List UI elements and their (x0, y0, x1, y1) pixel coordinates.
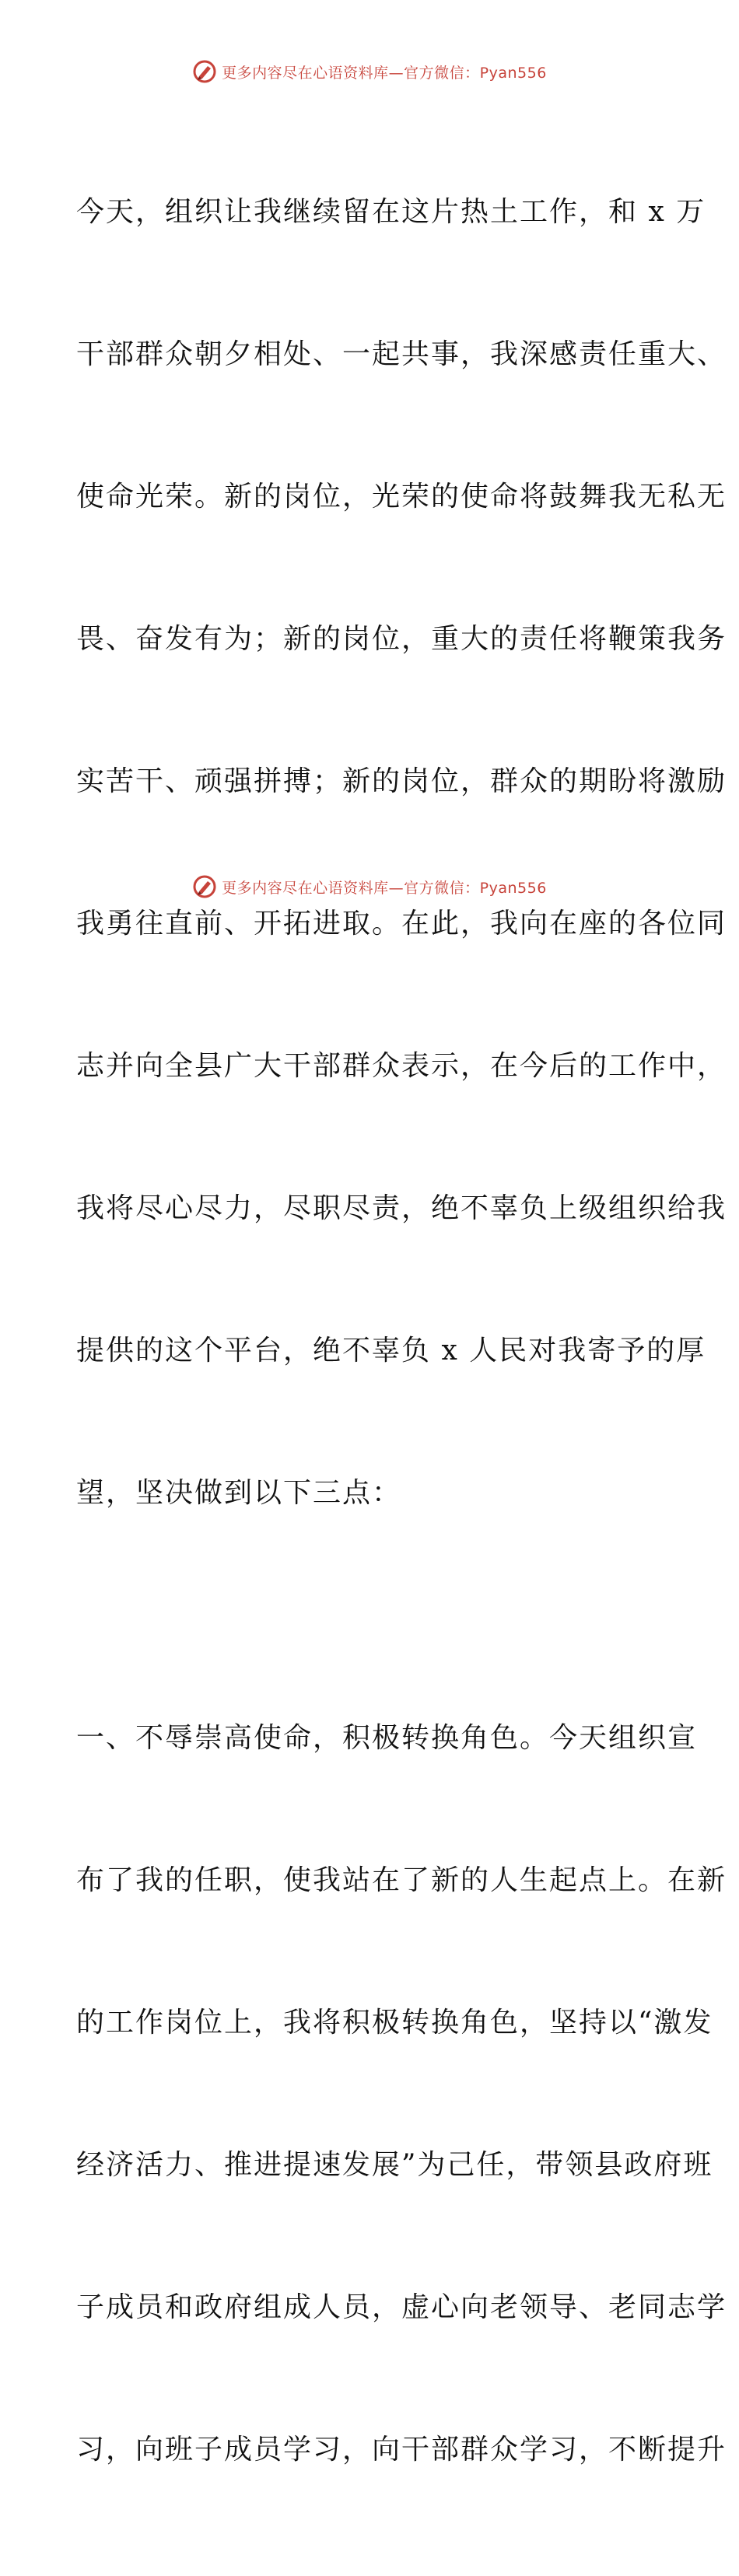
text-line: 布了我的任职，使我站在了新的人生起点上。在新 (76, 1864, 727, 1896)
text-line: 志并向全县广大干部群众表示，在今后的工作中， (76, 1050, 727, 1082)
footer-watermark (0, 871, 739, 902)
pen-logo-icon (192, 874, 217, 899)
header-watermark (0, 56, 739, 87)
pen-logo-icon (192, 59, 217, 84)
text-line: 的工作岗位上，我将积极转换角色，坚持以“激发 (76, 2007, 713, 2039)
text-line: 一、不辱崇高使命，积极转换角色。今天组织宣 (76, 1722, 698, 1754)
paragraph-1 (76, 93, 727, 1612)
watermark-text: 更多内容尽在心语资料库—官方微信：Pyan556 (222, 879, 547, 897)
watermark-text: 更多内容尽在心语资料库—官方微信：Pyan556 (222, 64, 547, 82)
text-line: 今天，组织让我继续留在这片热土工作，和 x 万 (76, 196, 706, 228)
text-line: 望，坚决做到以下三点： (76, 1477, 402, 1509)
text-line: 经济活力、推进提速发展”为己任，带领县政府班 (76, 2149, 713, 2181)
text-line: 畏、奋发有为；新的岗位，重大的责任将鞭策我务 (76, 623, 727, 655)
text-line: 习，向班子成员学习，向干部群众学习，不断提升 (76, 2434, 727, 2466)
paragraph-2 (76, 1619, 727, 2568)
text-line: 使命光荣。新的岗位，光荣的使命将鼓舞我无私无 (76, 481, 727, 513)
text-line: 我将尽心尽力，尽职尽责，绝不辜负上级组织给我 (76, 1192, 727, 1224)
text-line: 我勇往直前、开拓进取。在此，我向在座的各位同 (76, 908, 727, 940)
text-line: 子成员和政府组成人员，虚心向老领导、老同志学 (76, 2291, 727, 2323)
text-line: 实苦干、顽强拼搏；新的岗位，群众的期盼将激励 (76, 765, 727, 797)
text-line: 提供的这个平台，绝不辜负 x 人民对我寄予的厚 (76, 1335, 706, 1367)
document-body (76, 93, 727, 2576)
text-line: 干部群众朝夕相处、一起共事，我深感责任重大、 (76, 338, 727, 370)
